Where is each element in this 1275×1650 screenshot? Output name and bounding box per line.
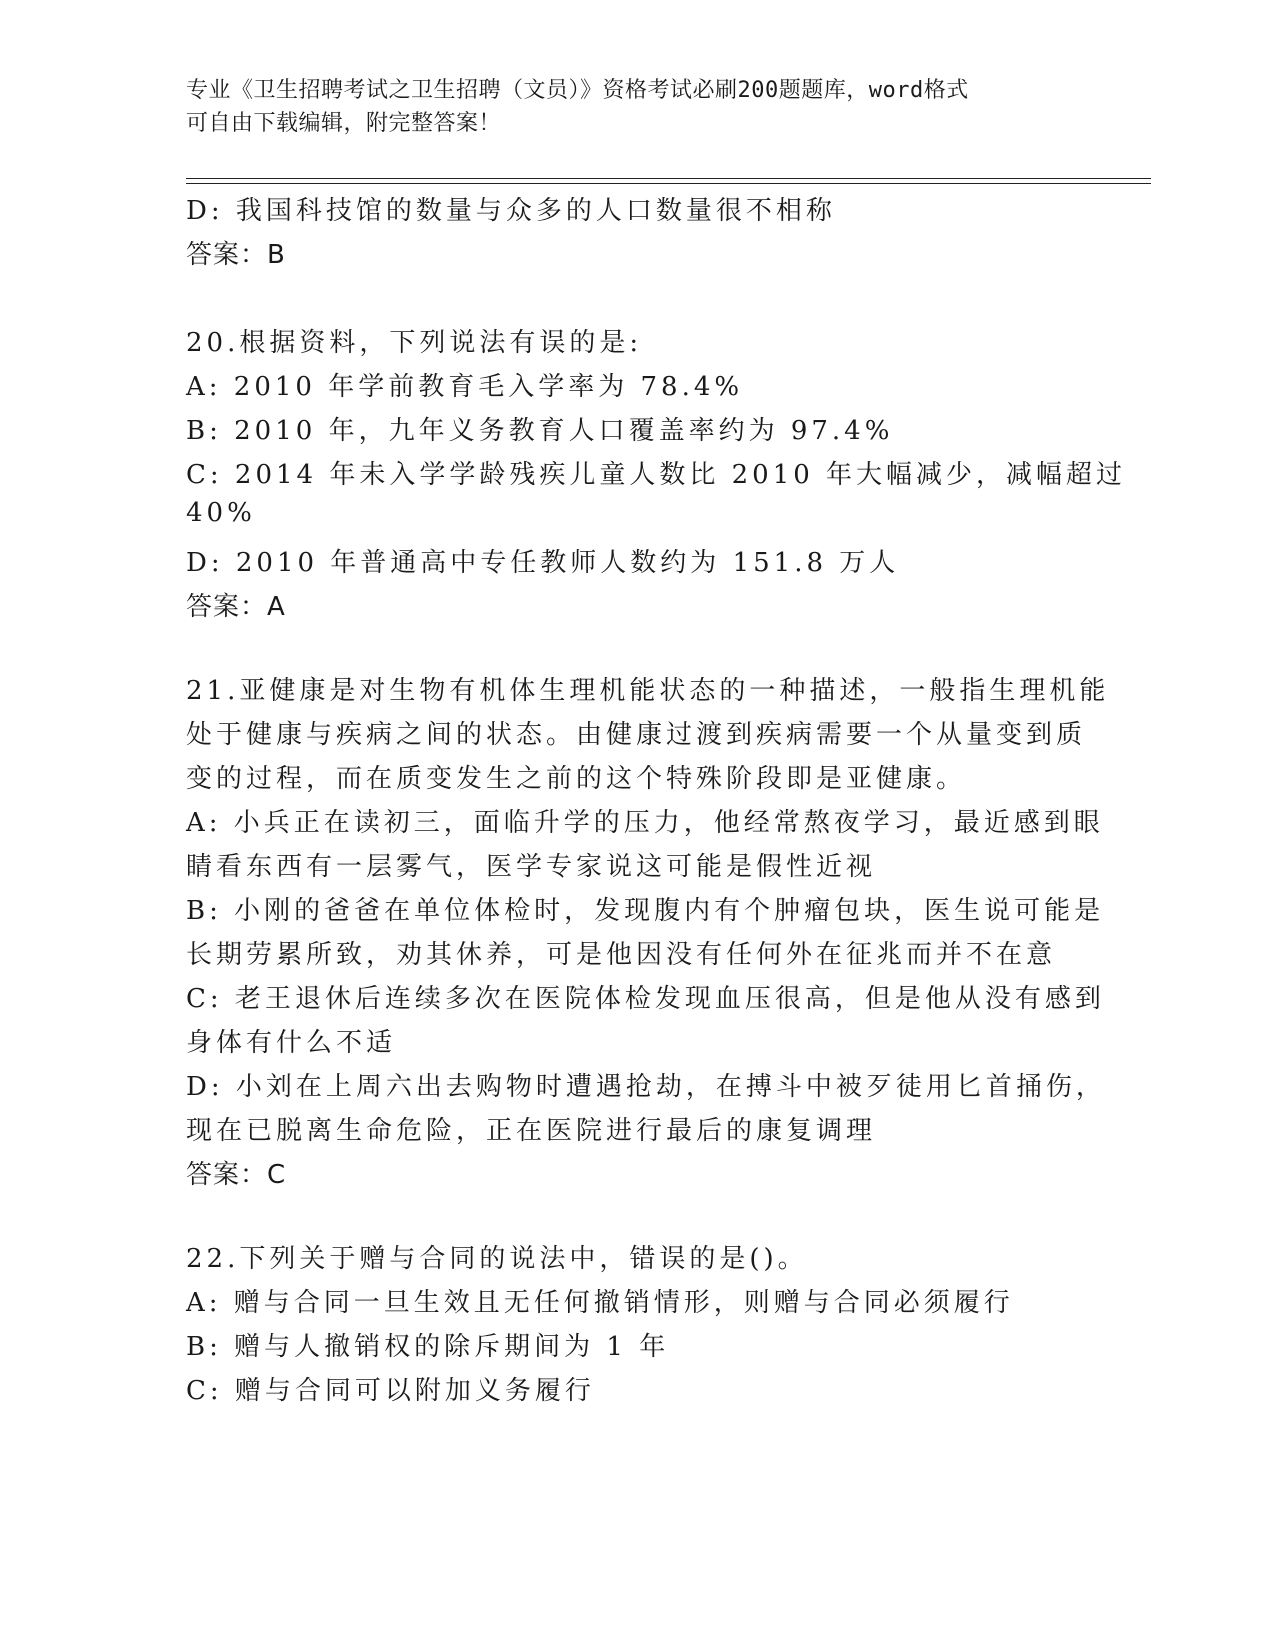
header-line-1: 专业《卫生招聘考试之卫生招聘（文员）》资格考试必刷200题题库，word格式 (186, 78, 969, 103)
document-header (186, 74, 1066, 140)
q21-stem-line-1: 21.亚健康是对生物有机体生理机能状态的一种描述，一般指生理机能 (186, 676, 1110, 706)
header-divider-bottom (186, 183, 1151, 184)
q20-option-c-line-1: C: 2014 年未入学学龄残疾儿童人数比 2010 年大幅减少，减幅超过 (186, 460, 1127, 490)
q20-option-b: B: 2010 年，九年义务教育人口覆盖率约为 97.4% (186, 416, 894, 446)
q21-answer: 答案：C (186, 1160, 287, 1190)
q21-option-a-line-2: 睛看东西有一层雾气，医学专家说这可能是假性近视 (186, 852, 877, 882)
q19-option-d: D: 我国科技馆的数量与众多的人口数量很不相称 (186, 196, 836, 226)
q20-option-c-line-2: 40% (186, 498, 256, 528)
q21-option-d-line-1: D: 小刘在上周六出去购物时遭遇抢劫，在搏斗中被歹徒用匕首捅伤， (186, 1072, 1106, 1102)
q22-option-a: A: 赠与合同一旦生效且无任何撤销情形，则赠与合同必须履行 (186, 1288, 1014, 1318)
q19-answer: 答案：B (186, 240, 286, 270)
q21-option-c-line-2: 身体有什么不适 (186, 1028, 397, 1058)
q21-option-b-line-1: B: 小刚的爸爸在单位体检时，发现腹内有个肿瘤包块，医生说可能是 (186, 896, 1105, 926)
q21-option-a-line-1: A: 小兵正在读初三，面临升学的压力，他经常熬夜学习，最近感到眼 (186, 808, 1104, 838)
q21-option-d-line-2: 现在已脱离生命危险，正在医院进行最后的康复调理 (186, 1116, 877, 1146)
q20-stem: 20.根据资料，下列说法有误的是: (186, 328, 643, 358)
q20-option-d: D: 2010 年普通高中专任教师人数约为 151.8 万人 (186, 548, 900, 578)
q21-option-c-line-1: C: 老王退休后连续多次在医院体检发现血压很高，但是他从没有感到 (186, 984, 1105, 1014)
q21-stem-line-3: 变的过程，而在质变发生之前的这个特殊阶段即是亚健康。 (186, 764, 967, 794)
q22-option-b: B: 赠与人撤销权的除斥期间为 1 年 (186, 1332, 670, 1362)
q21-stem-line-2: 处于健康与疾病之间的状态。由健康过渡到疾病需要一个从量变到质 (186, 720, 1087, 750)
q22-option-c: C: 赠与合同可以附加义务履行 (186, 1376, 595, 1406)
q22-stem: 22.下列关于赠与合同的说法中，错误的是()。 (186, 1244, 808, 1274)
q21-option-b-line-2: 长期劳累所致，劝其休养，可是他因没有任何外在征兆而并不在意 (186, 940, 1057, 970)
header-divider-top (186, 178, 1151, 179)
header-line-2: 可自由下载编辑，附完整答案！ (186, 111, 502, 136)
q20-option-a: A: 2010 年学前教育毛入学率为 78.4% (186, 372, 744, 402)
q20-answer: 答案：A (186, 592, 286, 622)
